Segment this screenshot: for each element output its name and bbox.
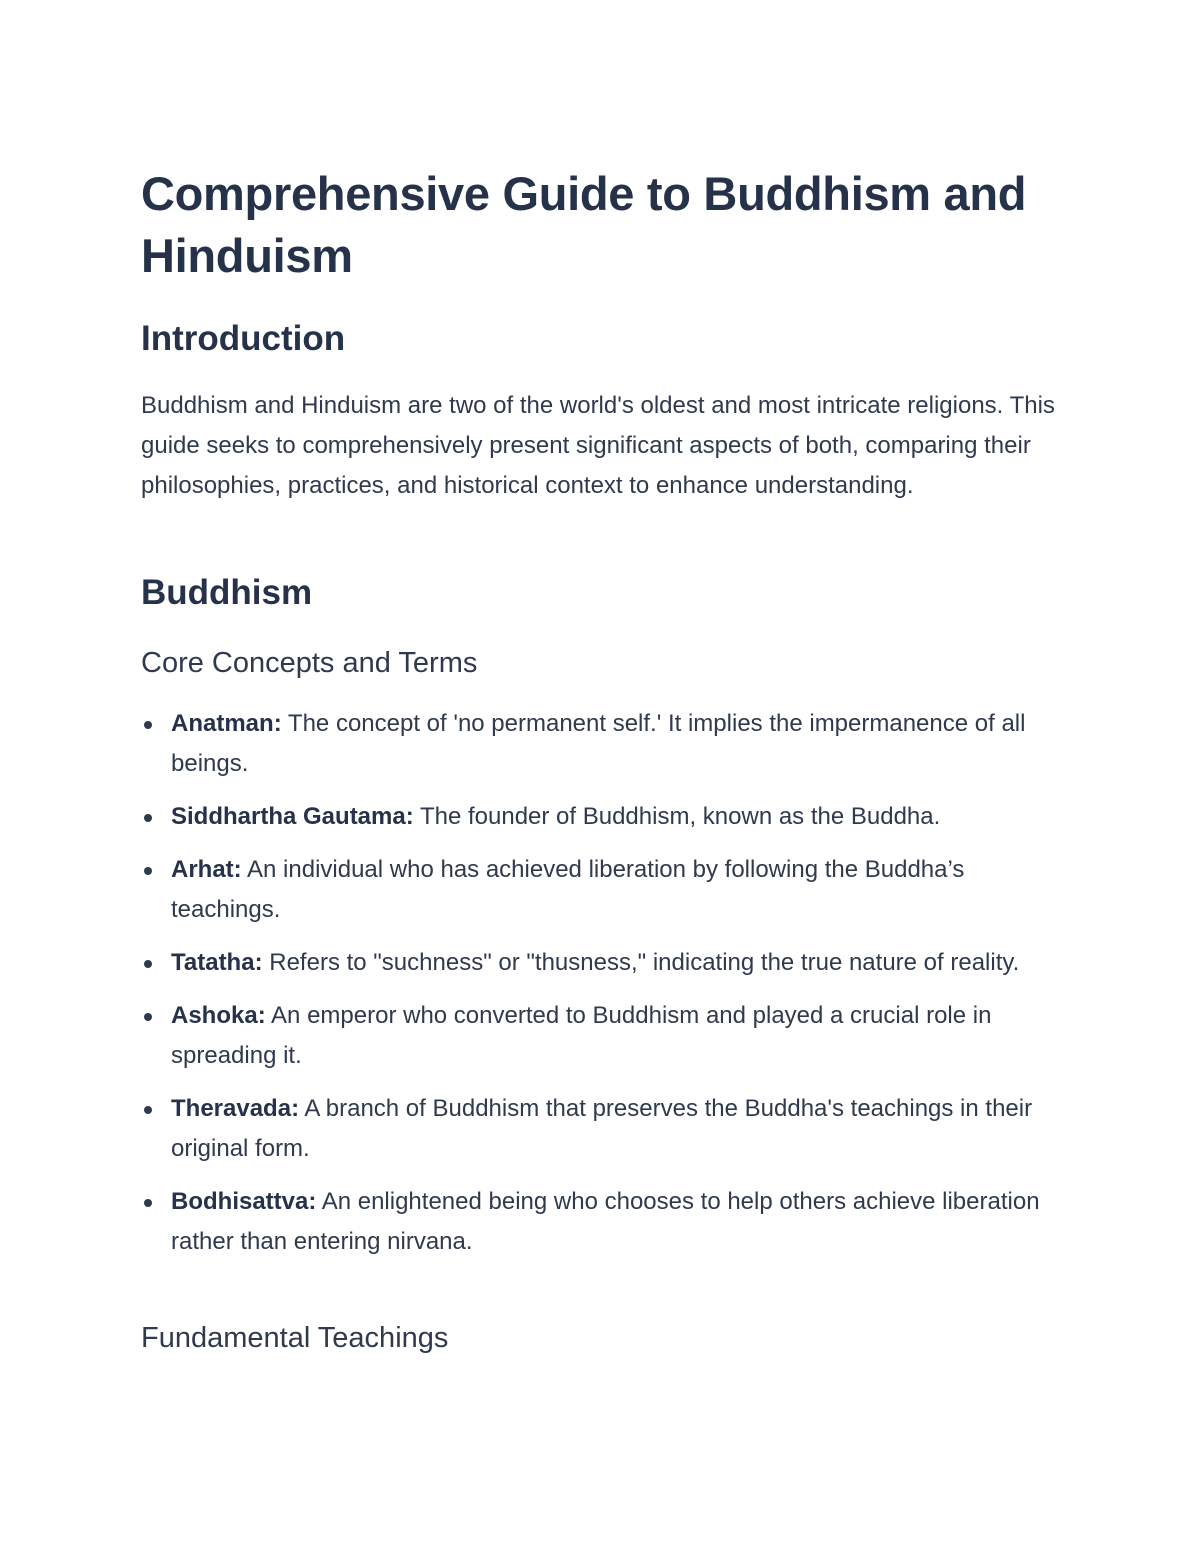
term-definition: An emperor who converted to Buddhism and played a crucial role in spreading it.: [171, 1002, 992, 1069]
term-name: Siddhartha Gautama: [171, 803, 406, 830]
heading-introduction: Introduction: [141, 319, 346, 358]
term-name: Bodhisattva: [171, 1188, 309, 1215]
heading-buddhism: Buddhism: [141, 573, 313, 612]
bullet-icon: [144, 1199, 152, 1207]
term-definition: The founder of Buddhism, known as the Buddha.: [419, 803, 941, 830]
document-title: Comprehensive Guide to Buddhism and Hinduism: [141, 167, 1027, 282]
term-name: Theravada: [171, 1095, 292, 1122]
heading-fundamental-teachings: Fundamental Teachings: [141, 1322, 449, 1354]
term-name: Ashoka: [171, 1002, 258, 1029]
heading-core-concepts: Core Concepts and Terms: [141, 647, 478, 679]
term-definition: A branch of Buddhism that preserves the Buddha's teachings in their original form.: [171, 1095, 1033, 1162]
bullet-icon: [144, 960, 152, 968]
list-item: Theravada: A branch of Buddhism that preserves the Buddha's teachings in their original form.: [141, 1089, 1056, 1169]
bullet-icon: [144, 1106, 152, 1114]
list-item: Siddhartha Gautama: The founder of Buddhism, known as the Buddha.: [141, 797, 1056, 837]
term-name: Arhat: [171, 856, 234, 883]
list-item: Arhat: An individual who has achieved liberation by following the Buddha’s teachings.: [141, 850, 1056, 930]
bullet-icon: [144, 814, 152, 822]
list-item: Tatatha: Refers to "suchness" or "thusness," indicating the true nature of reality.: [141, 943, 1056, 983]
term-name: Anatman: [171, 710, 274, 737]
list-item: Bodhisattva: An enlightened being who chooses to help others achieve liberation rather than entering nirvana.: [141, 1182, 1056, 1262]
bullet-icon: [144, 1013, 152, 1021]
list-item: Anatman: The concept of 'no permanent self.' It implies the impermanence of all beings.: [141, 704, 1056, 784]
bullet-icon: [144, 867, 152, 875]
term-definition: The concept of 'no permanent self.' It implies the impermanence of all beings.: [171, 710, 1026, 777]
list-item: Ashoka: An emperor who converted to Buddhism and played a crucial role in spreading it.: [141, 996, 1056, 1076]
term-definition: An enlightened being who chooses to help others achieve liberation rather than entering nirvana.: [171, 1188, 1040, 1255]
term-definition: Refers to "suchness" or "thusness," indicating the true nature of reality.: [269, 949, 1020, 976]
bullet-icon: [144, 721, 152, 729]
term-name: Tatatha: [171, 949, 255, 976]
term-definition: An individual who has achieved liberation by following the Buddha’s teachings.: [171, 856, 965, 923]
introduction-paragraph: Buddhism and Hinduism are two of the world's oldest and most intricate religions. This guide seeks to comprehensively present significant aspects of both, comparing their philosophies, practices, and historical context to enhance understanding.: [141, 392, 1055, 499]
core-concepts-list: [141, 704, 1056, 1275]
